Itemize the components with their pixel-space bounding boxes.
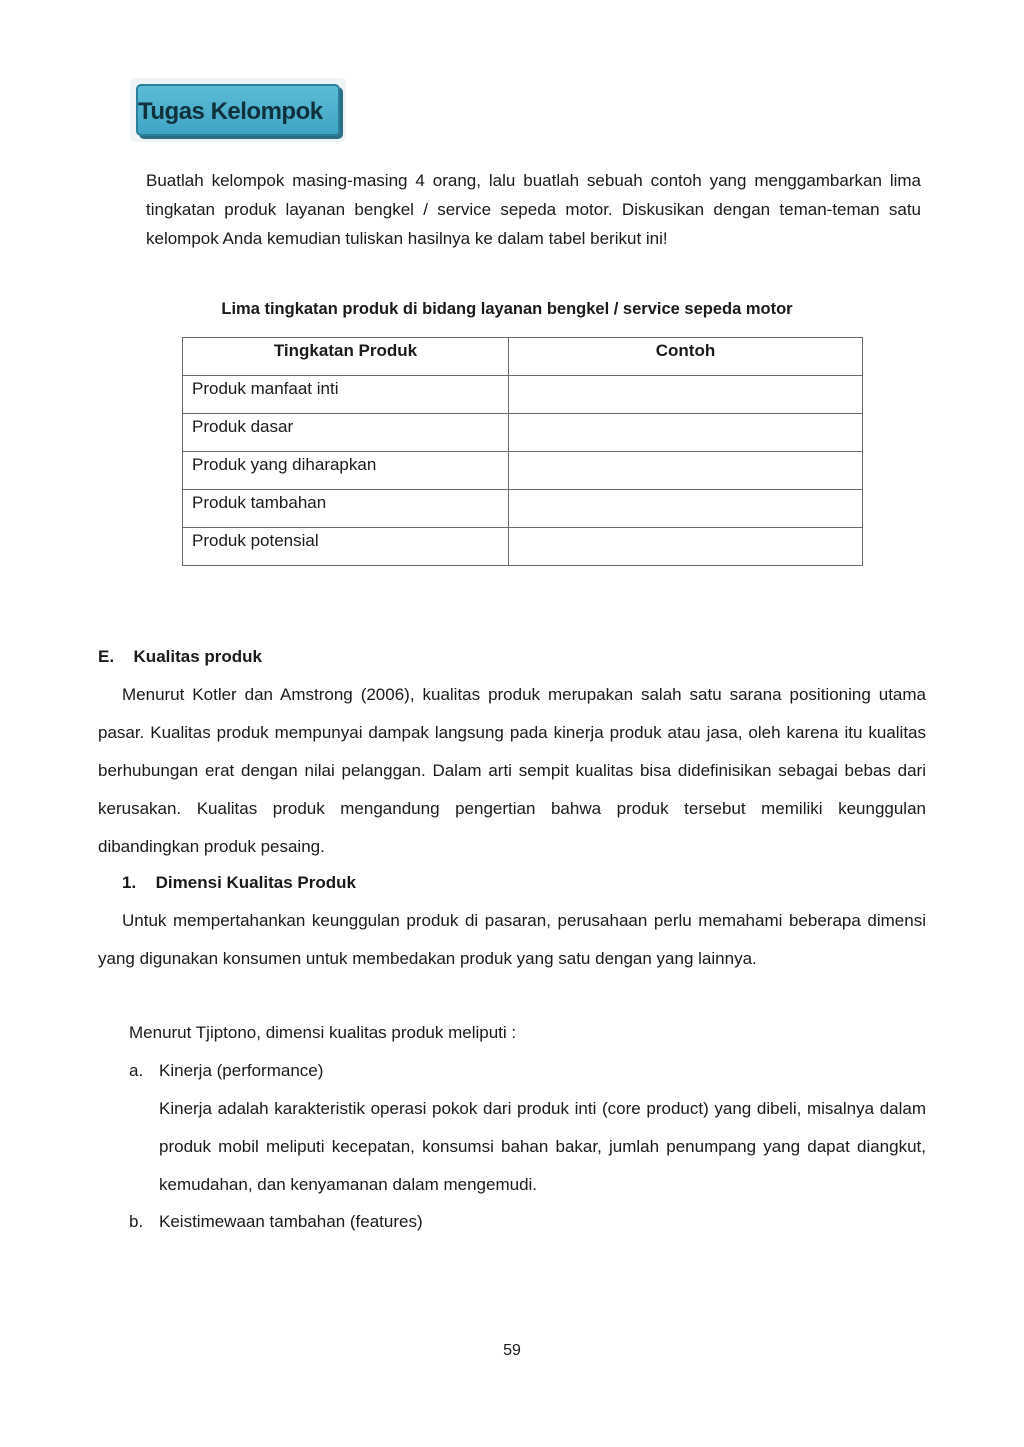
item-b-letter: b.: [129, 1212, 144, 1231]
section-e-number: E.: [98, 647, 115, 666]
column-header-example: Contoh: [509, 338, 863, 376]
table-header-row: [183, 338, 863, 376]
example-cell: [509, 490, 863, 528]
example-cell: [509, 414, 863, 452]
task-badge-label: Tugas Kelompok: [138, 98, 323, 125]
subsection-1-number: 1.: [122, 873, 137, 892]
column-header-level: Tingkatan Produk: [183, 338, 509, 376]
section-e-paragraph: Menurut Kotler dan Amstrong (2006), kualitas produk merupakan salah satu sarana positioning utama pasar. Kualitas produk mempunyai dampak langsung pada kinerja produk atau jasa, oleh karena itu kualitas berhubungan erat dengan nilai pelanggan. Dalam arti sempit kualitas bisa didefinisikan sebagai bebas dari kerusakan. Kualitas produk mengandung pengertian bahwa produk tersebut memiliki keunggulan dibandingkan produk pesaing.: [98, 685, 926, 856]
example-cell: [509, 528, 863, 566]
level-cell: Produk dasar: [183, 414, 509, 452]
example-cell: [509, 452, 863, 490]
product-levels-table: [182, 337, 863, 566]
page-number: 59: [503, 1342, 521, 1359]
table-row: [183, 376, 863, 414]
subsection-1-title: Dimensi Kualitas Produk: [155, 873, 356, 892]
level-cell: Produk yang diharapkan: [183, 452, 509, 490]
level-cell: Produk potensial: [183, 528, 509, 566]
section-e-heading: [98, 647, 262, 667]
table-row: [183, 452, 863, 490]
subsection-1-intro: Menurut Tjiptono, dimensi kualitas produk meliputi :: [129, 1023, 517, 1042]
level-cell: Produk manfaat inti: [183, 376, 509, 414]
item-a-text: Kinerja adalah karakteristik operasi pokok dari produk inti (core product) yang dibeli, misalnya dalam produk mobil meliputi kecepatan, konsumsi bahan bakar, jumlah penumpang yang dapat diangkut, kemudahan, dan kenyamanan dalam mengemudi.: [159, 1099, 926, 1194]
table-row: [183, 490, 863, 528]
section-e-title: Kualitas produk: [133, 647, 262, 666]
table-row: [183, 414, 863, 452]
subsection-1-heading: [122, 873, 356, 893]
item-b-title: Keistimewaan tambahan (features): [159, 1212, 423, 1231]
item-a-letter: a.: [129, 1061, 144, 1080]
subsection-1-paragraph: Untuk mempertahankan keunggulan produk di pasaran, perusahaan perlu memahami beberapa dimensi yang digunakan konsumen untuk membedakan produk yang satu dengan yang lainnya.: [98, 911, 926, 968]
example-cell: [509, 376, 863, 414]
task-instructions: Buatlah kelompok masing-masing 4 orang, lalu buatlah sebuah contoh yang menggambarkan lima tingkatan produk layanan bengkel / service sepeda motor. Diskusikan dengan teman-teman satu kelompok Anda kemudian tuliskan hasilnya ke dalam tabel berikut ini!: [146, 171, 921, 248]
level-cell: Produk tambahan: [183, 490, 509, 528]
table-row: [183, 528, 863, 566]
table-caption: Lima tingkatan produk di bidang layanan bengkel / service sepeda motor: [221, 300, 793, 318]
item-a-title: Kinerja (performance): [159, 1061, 324, 1080]
